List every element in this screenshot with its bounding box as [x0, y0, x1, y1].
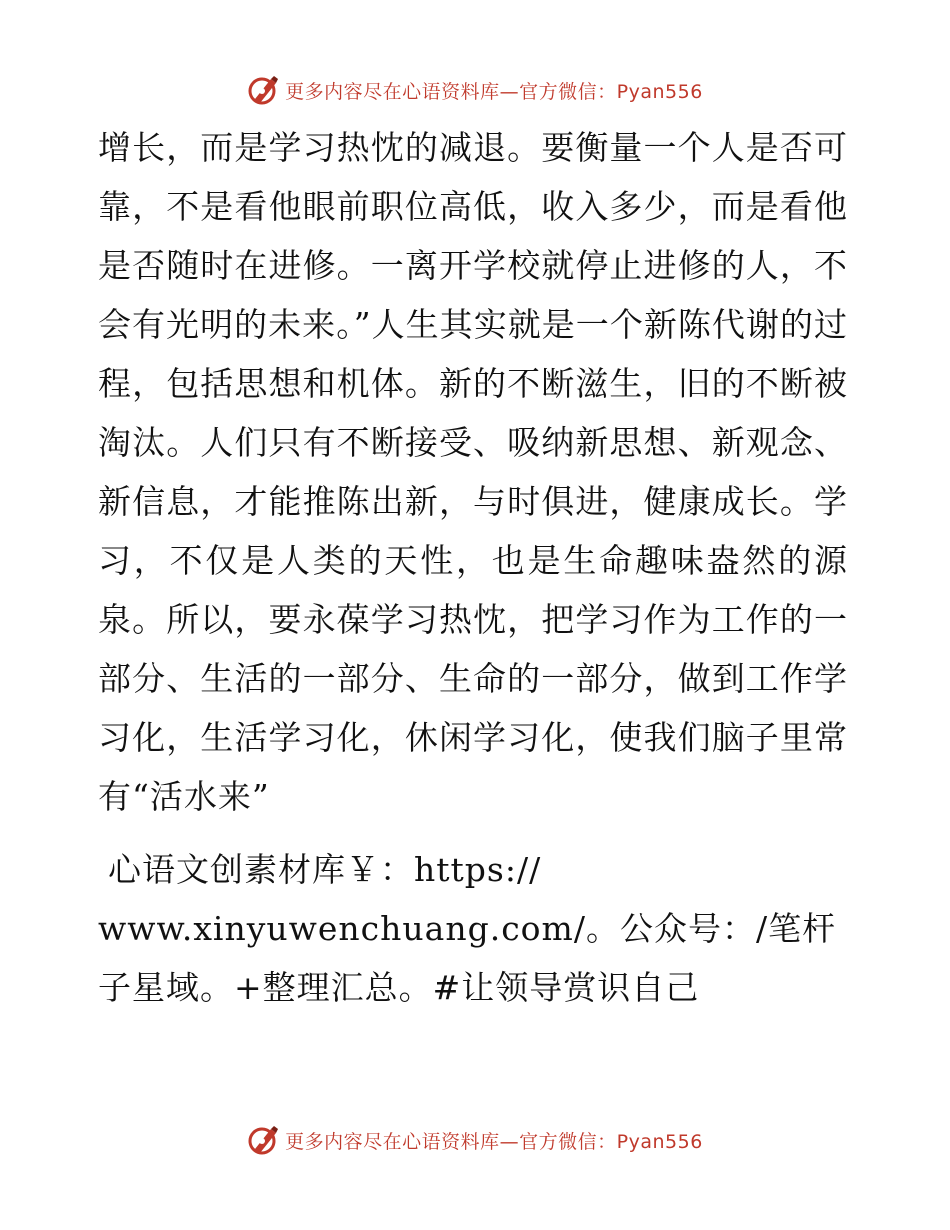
body-paragraph: 增长，而是学习热忱的减退。要衡量一个人是否可靠，不是看他眼前职位高低，收入多少，而是看他是否随时在进修。一离开学校就停止进修的人，不会有光明的未来。”人生其实就是一个新陈代谢的过程，包括思想和机体。新的不断滋生，旧的不断被淘汰。人们只有不断接受、吸纳新思想、新观念、新信息，才能推陈出新，与时俱进，健康成长。学习，不仅是人类的天性，也是生命趣味盎然的源泉。所以，要永葆学习热忱，把学习作为工作的一部分、生活的一部分、生命的一部分，做到工作学习化，生活学习化，休闲学习化，使我们脑子里常有“活水来”: [98, 128, 848, 816]
source-note-line-2: www.xinyuwenchuang.com/。公众号：/笔杆子星域。+整理汇总。#让领导赏识自己: [98, 909, 837, 1007]
document-body: [98, 118, 848, 1017]
footer-banner: [0, 1120, 950, 1160]
pen-circle-logo-icon: [247, 1123, 281, 1157]
banner-text: 更多内容尽在心语资料库—官方微信：Pyan556: [285, 80, 703, 103]
banner-text: 更多内容尽在心语资料库—官方微信：Pyan556: [285, 1130, 703, 1153]
source-note: [98, 840, 848, 1017]
pen-circle-logo-icon: [247, 73, 281, 107]
header-banner: [0, 70, 950, 110]
source-note-line-1: 心语文创素材库￥：https://: [108, 850, 542, 889]
